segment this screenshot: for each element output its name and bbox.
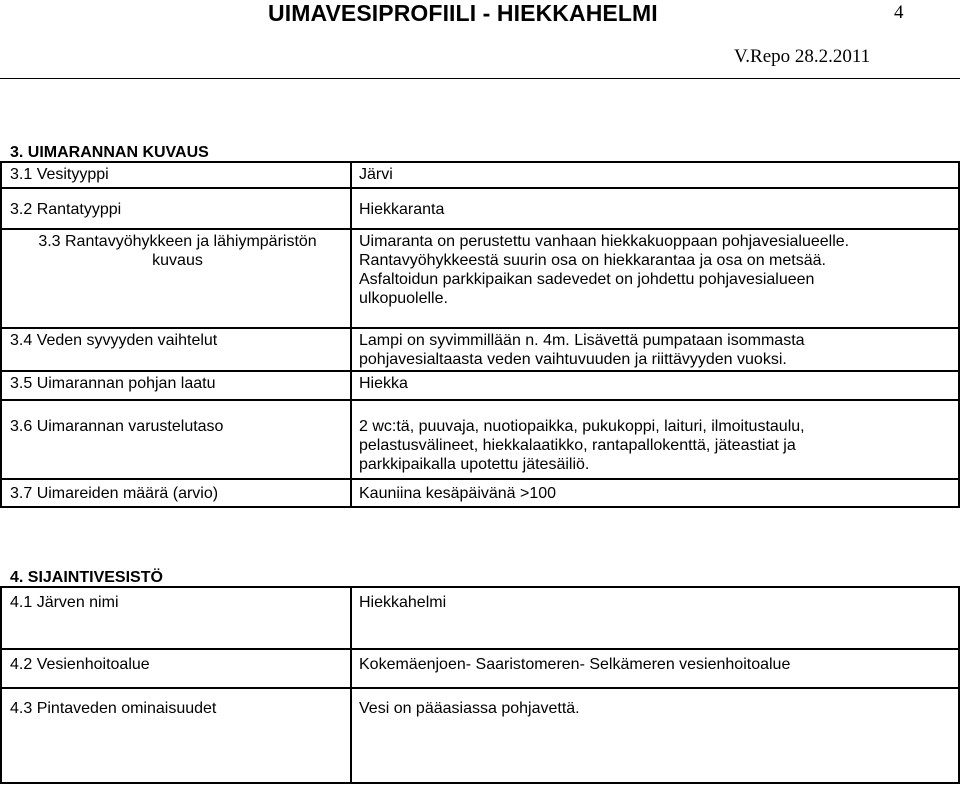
header-rule xyxy=(0,78,960,79)
row-3-6-label: 3.6 Uimarannan varustelutaso xyxy=(10,418,224,435)
row-divider xyxy=(0,187,960,189)
row-4-2-label: 4.2 Vesienhoitoalue xyxy=(10,656,150,673)
table-3-column-divider xyxy=(350,161,352,508)
page-number: 4 xyxy=(894,2,904,23)
section-3-top-rule xyxy=(0,161,960,163)
row-3-3-value-line: ulkopuolelle. xyxy=(359,290,448,307)
row-3-6-value-line: parkkipaikalla upotettu jätesäiliö. xyxy=(359,456,590,473)
table-3-left-border xyxy=(0,161,2,508)
row-divider xyxy=(0,399,960,401)
row-4-1-label: 4.1 Järven nimi xyxy=(10,594,119,611)
row-3-4-value xyxy=(359,331,805,369)
row-3-3-value-line: Uimaranta on perustettu vanhaan hiekkakuoppaan pohjavesialueelle. xyxy=(359,233,850,250)
section-4-bottom-rule xyxy=(0,782,960,784)
row-3-3-value xyxy=(359,232,849,308)
row-divider xyxy=(0,327,960,329)
row-3-2-value: Hiekkaranta xyxy=(359,201,445,218)
row-3-2-label: 3.2 Rantatyyppi xyxy=(10,201,122,218)
row-3-3-value-line: Rantavyöhykkeestä suurin osa on hiekkarantaa ja osa on metsää. xyxy=(359,252,826,269)
row-3-3-label-line: kuvaus xyxy=(152,252,203,269)
row-3-3-label-line: 3.3 Rantavyöhykkeen ja lähiympäristön xyxy=(38,233,317,250)
row-3-5-value: Hiekka xyxy=(359,375,408,392)
section-3-bottom-rule xyxy=(0,506,960,508)
row-3-3-value-line: Asfaltoidun parkkipaikan sadevedet on johdettu pohjavesialueen xyxy=(359,271,815,288)
document-title: UIMAVESIPROFIILI - HIEKKAHELMI xyxy=(268,0,658,26)
row-divider xyxy=(0,228,960,230)
row-3-4-value-line: Lampi on syvimmillään n. 4m. Lisävettä pumpataan isommasta xyxy=(359,332,805,349)
row-3-5-label: 3.5 Uimarannan pohjan laatu xyxy=(10,375,216,392)
row-3-7-value: Kauniina kesäpäivänä >100 xyxy=(359,485,557,502)
row-3-4-value-line: pohjavesialtaasta veden vaihtuvuuden ja riittävyyden vuoksi. xyxy=(359,351,787,368)
row-4-1-value: Hiekkahelmi xyxy=(359,594,447,611)
row-divider xyxy=(0,687,960,689)
row-3-4-label: 3.4 Veden syvyyden vaihtelut xyxy=(10,332,218,349)
section-3-heading: 3. UIMARANNAN KUVAUS xyxy=(10,144,209,161)
table-4-column-divider xyxy=(350,586,352,784)
row-4-3-label: 4.3 Pintaveden ominaisuudet xyxy=(10,700,217,717)
row-4-2-value: Kokemäenjoen- Saaristomeren- Selkämeren vesienhoitoalue xyxy=(359,656,791,673)
row-3-3-label xyxy=(10,232,345,270)
table-4-left-border xyxy=(0,586,2,784)
row-divider xyxy=(0,648,960,650)
row-3-6-value xyxy=(359,417,805,474)
row-divider xyxy=(0,478,960,480)
row-3-7-label: 3.7 Uimareiden määrä (arvio) xyxy=(10,485,219,502)
row-3-6-value-line: 2 wc:tä, puuvaja, nuotiopaikka, pukukoppi, laituri, ilmoitustaulu, xyxy=(359,418,805,435)
row-3-1-label: 3.1 Vesityyppi xyxy=(10,166,109,183)
row-4-3-value: Vesi on pääasiassa pohjavettä. xyxy=(359,700,580,717)
row-divider xyxy=(0,370,960,372)
version-date: V.Repo 28.2.2011 xyxy=(734,46,871,67)
section-4-heading: 4. SIJAINTIVESISTÖ xyxy=(10,569,163,586)
row-3-1-value: Järvi xyxy=(359,166,393,183)
row-3-6-value-line: pelastusvälineet, hiekkalaatikko, rantapallokenttä, jäteastiat ja xyxy=(359,437,796,454)
section-4-top-rule xyxy=(0,586,960,588)
